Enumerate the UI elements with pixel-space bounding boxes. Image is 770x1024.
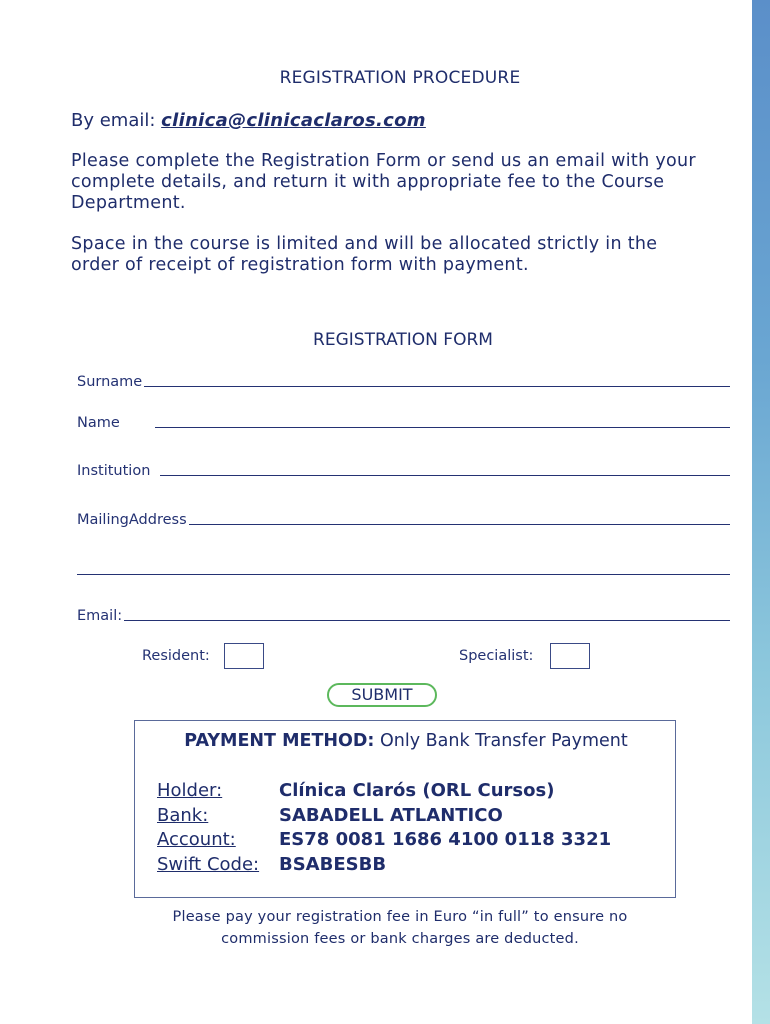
payment-row-holder <box>157 780 554 801</box>
email-line <box>71 110 426 131</box>
mailing-address-row <box>77 510 730 528</box>
form-title: REGISTRATION FORM <box>313 330 493 350</box>
payment-title-bold: PAYMENT METHOD: <box>184 731 375 751</box>
account-label: Account: <box>157 829 236 850</box>
specialist-checkbox[interactable] <box>550 643 590 669</box>
name-label: Name <box>77 415 120 431</box>
payment-note-line2: commission fees or bank charges are deducted. <box>221 931 579 947</box>
mailing-address-label: MailingAddress <box>77 512 187 528</box>
bank-value: SABADELL ATLANTICO <box>279 805 503 826</box>
email-prefix: By email: <box>71 110 162 131</box>
surname-field[interactable] <box>144 372 730 387</box>
instructions-paragraph: Please complete the Registration Form or send us an email with your complete details, and return it with appropriate fee to the Course Department. <box>71 151 696 213</box>
surname-label: Surname <box>77 374 143 390</box>
payment-row-swift <box>157 854 386 875</box>
name-field[interactable] <box>155 413 730 428</box>
bank-label: Bank: <box>157 805 209 826</box>
surname-row <box>77 372 730 390</box>
institution-field[interactable] <box>160 461 730 476</box>
institution-label: Institution <box>77 463 151 479</box>
name-row <box>77 413 730 431</box>
email-row <box>77 606 730 624</box>
account-value: ES78 0081 1686 4100 0118 3321 <box>279 829 612 850</box>
payment-note-line1: Please pay your registration fee in Euro “in full” to ensure no <box>172 909 628 925</box>
swift-value: BSABESBB <box>279 854 387 875</box>
resident-checkbox[interactable] <box>224 643 264 669</box>
limited-space-paragraph: Space in the course is limited and will be allocated strictly in the order of receipt of registration form with payment. <box>71 234 658 275</box>
payment-title <box>135 731 677 751</box>
mailing-address-field-line2[interactable] <box>77 574 730 575</box>
payment-title-rest: Only Bank Transfer Payment <box>374 731 628 751</box>
resident-label: Resident: <box>142 648 210 664</box>
mailing-address-field[interactable] <box>189 510 730 525</box>
submit-button[interactable]: SUBMIT <box>327 683 437 707</box>
payment-note <box>120 906 680 950</box>
holder-label: Holder: <box>157 780 223 801</box>
swift-label: Swift Code: <box>157 854 260 875</box>
procedure-title: REGISTRATION PROCEDURE <box>279 68 521 88</box>
specialist-label: Specialist: <box>459 648 534 664</box>
institution-row <box>77 461 730 479</box>
payment-row-account <box>157 829 611 850</box>
email-label: Email: <box>77 608 123 624</box>
decorative-sidebar <box>752 0 770 1024</box>
payment-box <box>134 720 676 898</box>
email-link[interactable]: clinica@clinicaclaros.com <box>161 110 426 131</box>
payment-row-bank <box>157 805 503 826</box>
email-field[interactable] <box>124 606 730 621</box>
holder-value: Clínica Clarós (ORL Cursos) <box>279 780 555 801</box>
